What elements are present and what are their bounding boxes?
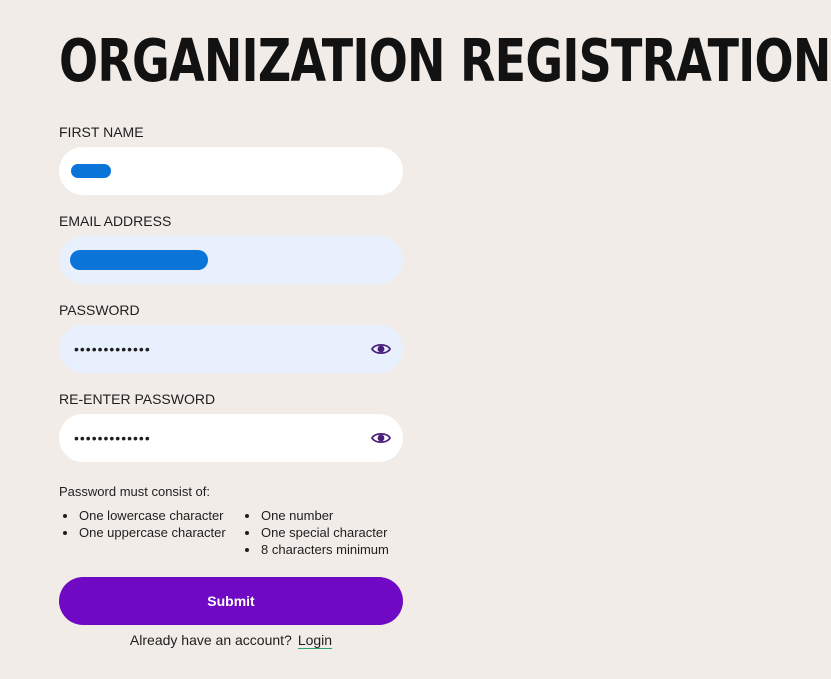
submit-button[interactable]: Submit xyxy=(59,577,403,625)
password-rule: 8 characters minimum xyxy=(241,541,411,558)
eye-icon[interactable] xyxy=(371,428,391,448)
first-name-label: FIRST NAME xyxy=(59,124,144,140)
password-rules-list xyxy=(241,507,411,558)
redaction-mark xyxy=(71,164,111,178)
password-rule: One lowercase character xyxy=(59,507,229,524)
login-prompt-text: Already have an account? xyxy=(129,632,292,648)
password-input[interactable] xyxy=(74,325,364,373)
page-title: ORGANIZATION REGISTRATION xyxy=(59,26,831,95)
confirm-password-field-container xyxy=(59,414,403,462)
eye-icon[interactable] xyxy=(371,339,391,359)
login-prompt xyxy=(59,632,403,649)
first-name-field-container xyxy=(59,147,403,195)
password-rules-title: Password must consist of: xyxy=(59,484,210,499)
password-field-container xyxy=(59,325,403,373)
first-name-input[interactable] xyxy=(74,147,364,195)
password-rules-list xyxy=(59,507,229,541)
password-rule: One special character xyxy=(241,524,411,541)
password-rule: One uppercase character xyxy=(59,524,229,541)
email-label: EMAIL ADDRESS xyxy=(59,213,172,229)
password-label: PASSWORD xyxy=(59,302,140,318)
password-rule: One number xyxy=(241,507,411,524)
login-link[interactable]: Login xyxy=(297,632,333,648)
confirm-password-input[interactable] xyxy=(74,414,364,462)
confirm-password-label: RE-ENTER PASSWORD xyxy=(59,391,216,407)
email-field-container xyxy=(59,236,403,284)
redaction-mark xyxy=(70,250,208,270)
